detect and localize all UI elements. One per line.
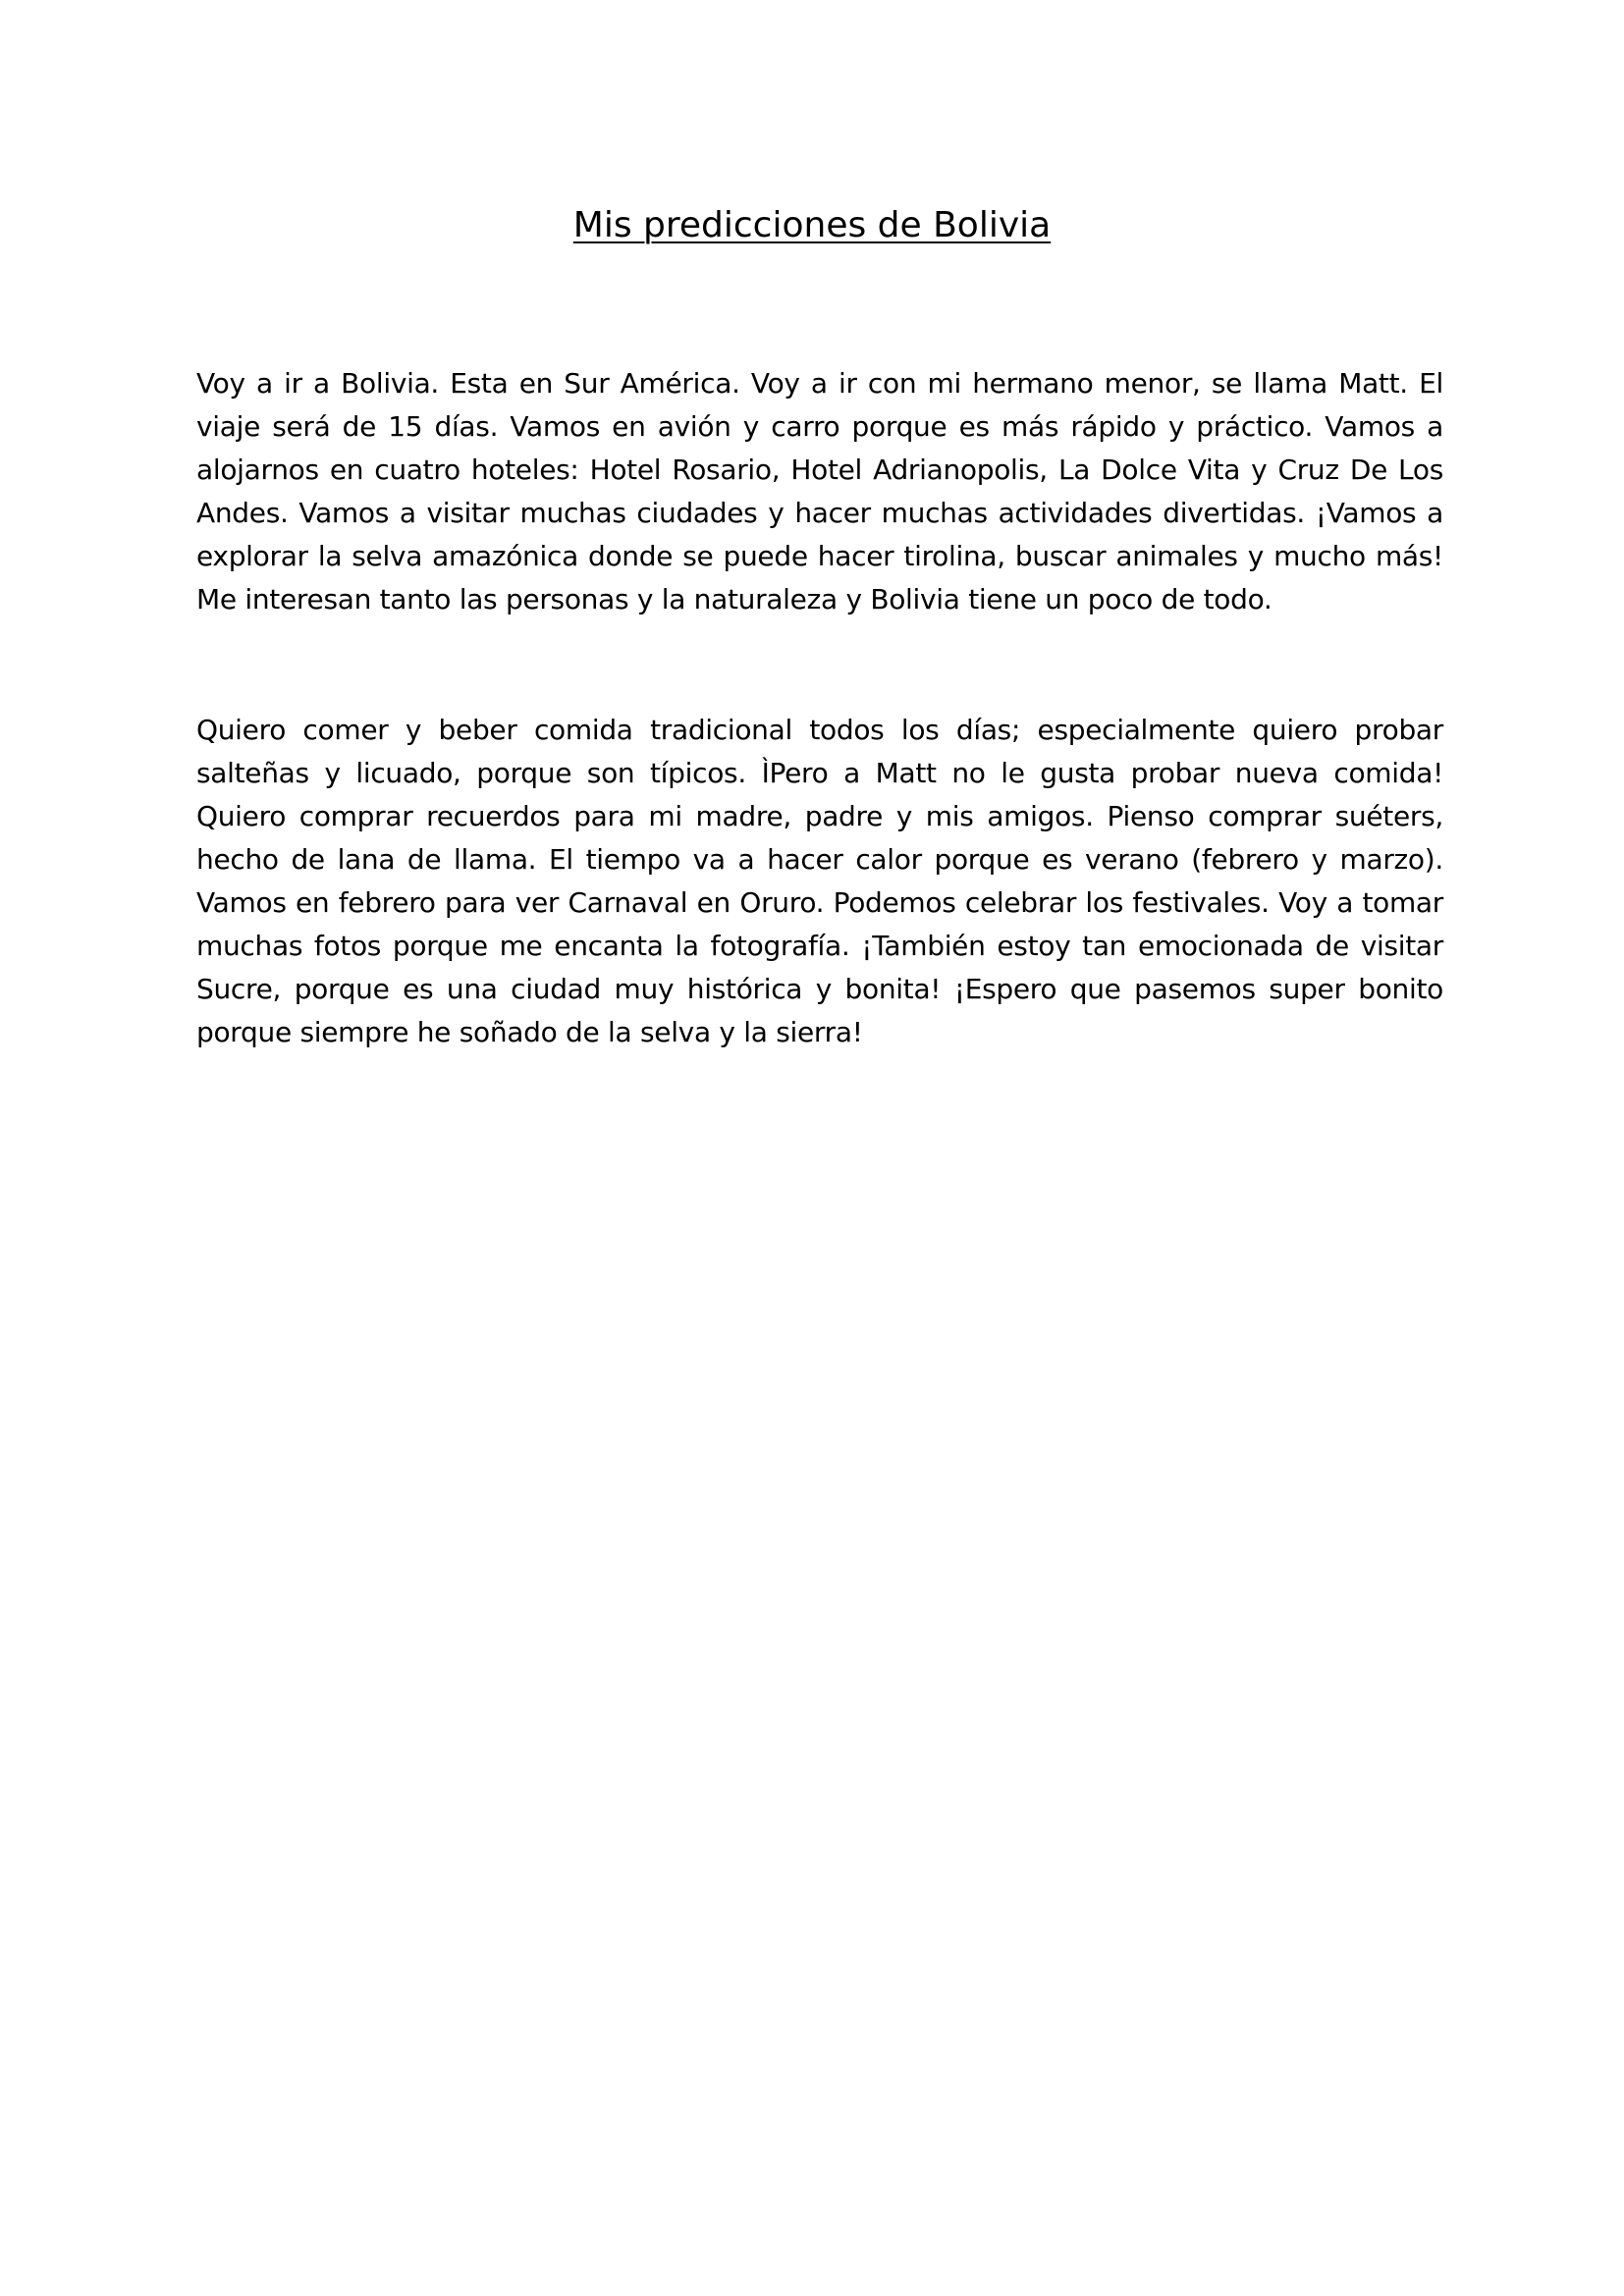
paragraph-trip-overview: Voy a ir a Bolivia. Esta en Sur América. Voy a ir con mi hermano menor, se llama Matt. El viaje será de 15 días. Vamos en avión y carro porque es más rápido y práctico. Vamos a alojarnos en cuatro hoteles: Hotel Rosario, Hotel Adrianopolis, La Dolce Vita y Cruz De Los Andes. Vamos a visitar muchas ciudades y hacer muchas actividades divertidas. ¡Vamos a explorar la selva amazónica donde se puede hacer tirolina, buscar animales y mucho más! Me interesan tanto las personas y la naturaleza y Bolivia tiene un poco de todo. [196,367,1443,615]
document-title: Mis predicciones de Bolivia [572,205,1052,245]
paragraph-food-and-plans: Quiero comer y beber comida tradicional todos los días; especialmente quiero probar salteñas y licuado, porque son típicos. ÌPero a Matt no le gusta probar nueva comida! Quiero comprar recuerdos para mi madre, padre y mis amigos. Pienso comprar suéters, hecho de lana de llama. El tiempo va a hacer calor porque es verano (febrero y marzo). Vamos en febrero para ver Carnaval en Oruro. Podemos celebrar los festivales. Voy a tomar muchas fotos porque me encanta la fotografía. ¡También estoy tan emocionada de visitar Sucre, porque es una ciudad muy histórica y bonita! ¡Espero que pasemos super bonito porque siempre he soñado de la selva y la sierra! [196,714,1443,1048]
